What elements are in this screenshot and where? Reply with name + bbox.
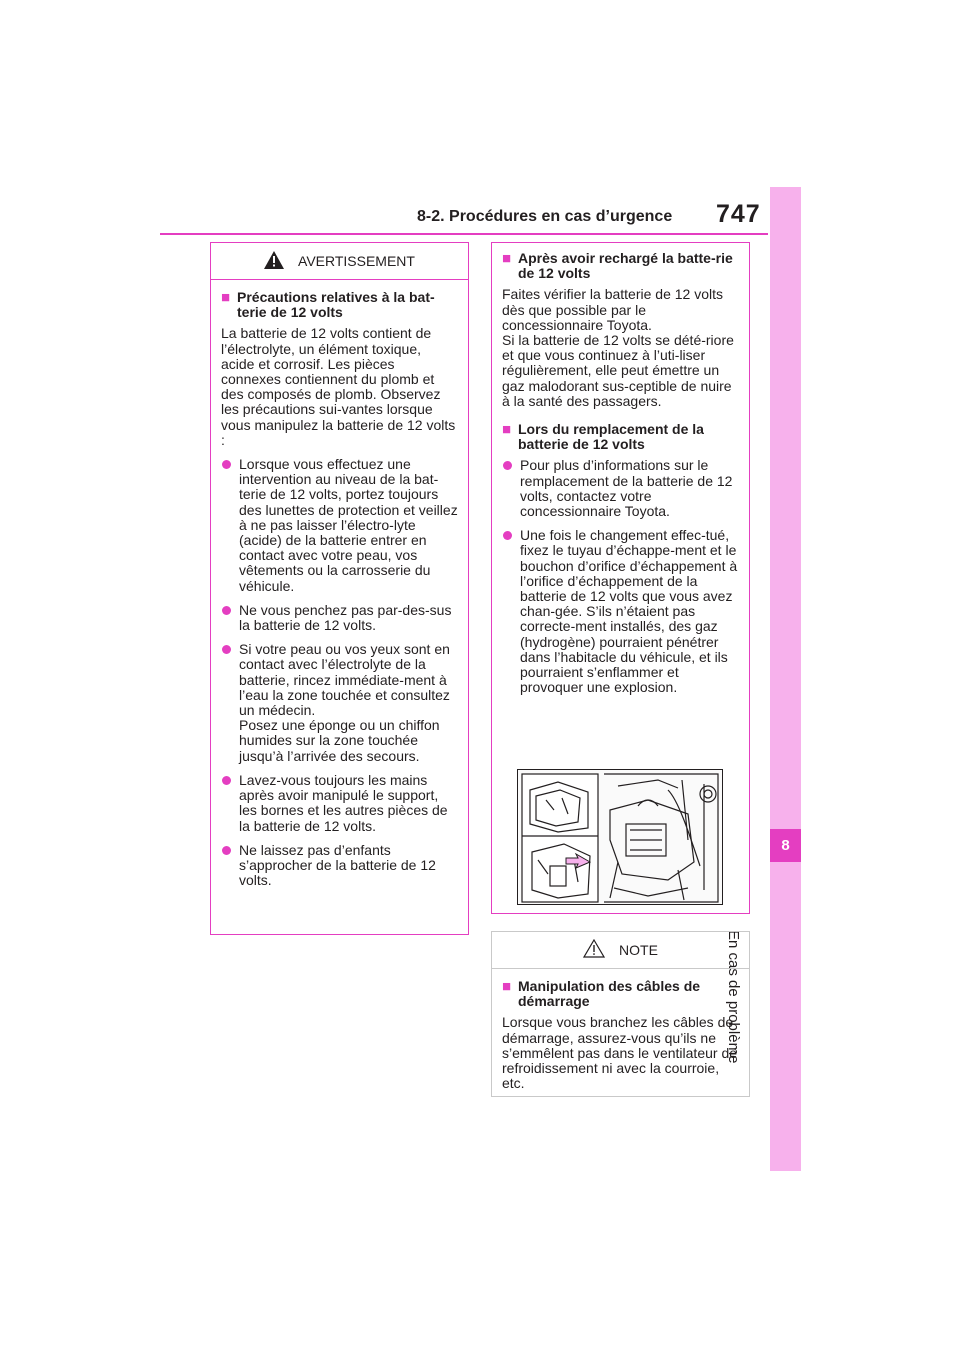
- battery-illustration: [517, 769, 723, 905]
- circle-bullet-icon: [222, 645, 231, 654]
- square-bullet-icon: ■: [502, 421, 512, 439]
- circle-bullet-icon: [503, 531, 512, 540]
- header-rule: [160, 233, 768, 235]
- warning-box: [210, 242, 469, 935]
- list-item: Une fois le changement effec-tué, fixez le tuyau d’échappe-ment et le bouchon d’orifice d’échappement à l’orifice d’échappement de la batterie de 12 volts que vous avez chan-gée. S’ils n’étaient pas correcte-ment installés, des gaz (hydrogène) pourraient pénétrer dans l’habitacle du véhicule, et ils pourraient s’enflammer et provoquer une explosion.: [502, 528, 739, 695]
- list-item: Lavez-vous toujours les mains après avoir manipulé le support, les bornes et les autres pièces de la batterie de 12 volts.: [221, 773, 458, 834]
- list-item: Ne laissez pas d’enfants s’approcher de la batterie de 12 volts.: [221, 843, 458, 889]
- note-heading: ■ Manipulation des câbles de démarrage: [502, 978, 701, 1010]
- recharge-heading: ■ Après avoir rechargé la batte-rie de 12 volts: [502, 250, 733, 282]
- circle-bullet-icon: [222, 776, 231, 785]
- list-item: Lorsque vous effectuez une intervention au niveau de la bat-terie de 12 volts, portez toujours des lunettes de protection et veillez à ne pas laisser l’électro-lyte (acide) de la batterie entrer en contact avec votre peau, vos vêtements ou la carrosserie du véhicule.: [221, 457, 458, 594]
- square-bullet-icon: ■: [502, 978, 512, 995]
- recharge-paragraph: Faites vérifier la batterie de 12 volts dès que possible par le concessionnaire Toyota. Si la batterie de 12 volts se dété-riore et que vous continuez à l’uti-liser régulièrement, elle peut émettre un gaz malodorant sus-ceptible de nuire à la santé des passagers.: [502, 286, 734, 409]
- note-title: NOTE: [619, 942, 658, 958]
- note-box-header: [492, 932, 749, 969]
- warning-triangle-icon: [264, 251, 284, 272]
- circle-bullet-icon: [503, 461, 512, 470]
- circle-bullet-icon: [222, 606, 231, 615]
- square-bullet-icon: ■: [221, 289, 231, 306]
- caution-triangle-outline-icon: [583, 939, 605, 961]
- warning-intro: La batterie de 12 volts contient de l’électrolyte, un élément toxique, acide et corrosif. Les pièces connexes contiennent du plomb et des composés de plomb. Observez les précautions sui-vantes lorsque vous manipulez la batterie de 12 volts :: [221, 325, 456, 448]
- square-bullet-icon: ■: [502, 250, 512, 267]
- note-box: [491, 931, 750, 1097]
- note-text: Lorsque vous branchez les câbles de démarrage, assurez-vous qu’ils ne s’emmêlent pas dans le ventilateur de refroidissement ni avec la courroie, etc.: [502, 1014, 738, 1092]
- chapter-label: En cas de problème: [725, 930, 742, 1064]
- chapter-number: 8: [770, 829, 801, 862]
- warning-title: AVERTISSEMENT: [298, 253, 415, 269]
- list-item-text-extra: Posez une éponge ou un chiffon humides sur la zone touchée jusqu’à l’arrivée des secours.: [239, 717, 440, 764]
- list-item: Ne vous penchez pas par-des-sus la batterie de 12 volts.: [221, 603, 458, 633]
- list-item-text: Si votre peau ou vos yeux sont en contact avec l’électrolyte de la batterie, rincez immédiate-ment à l’eau la zone touchée et consultez un médecin.: [239, 641, 450, 719]
- list-item: Pour plus d’informations sur le remplacement de la batterie de 12 volts, contactez votre concessionnaire Toyota.: [502, 458, 739, 519]
- replacement-heading: ■ Lors du remplacement de la batterie de 12 volts: [502, 421, 704, 453]
- circle-bullet-icon: [222, 846, 231, 855]
- circle-bullet-icon: [222, 460, 231, 469]
- chapter-side-tab: [770, 187, 801, 1171]
- page-number: 747: [716, 200, 761, 228]
- warning-heading: ■ Précautions relatives à la bat-terie de 12 volts: [221, 289, 435, 321]
- section-title: 8-2. Procédures en cas d’urgence: [417, 208, 673, 225]
- warning-box-header: [211, 243, 468, 280]
- list-item: [221, 642, 458, 764]
